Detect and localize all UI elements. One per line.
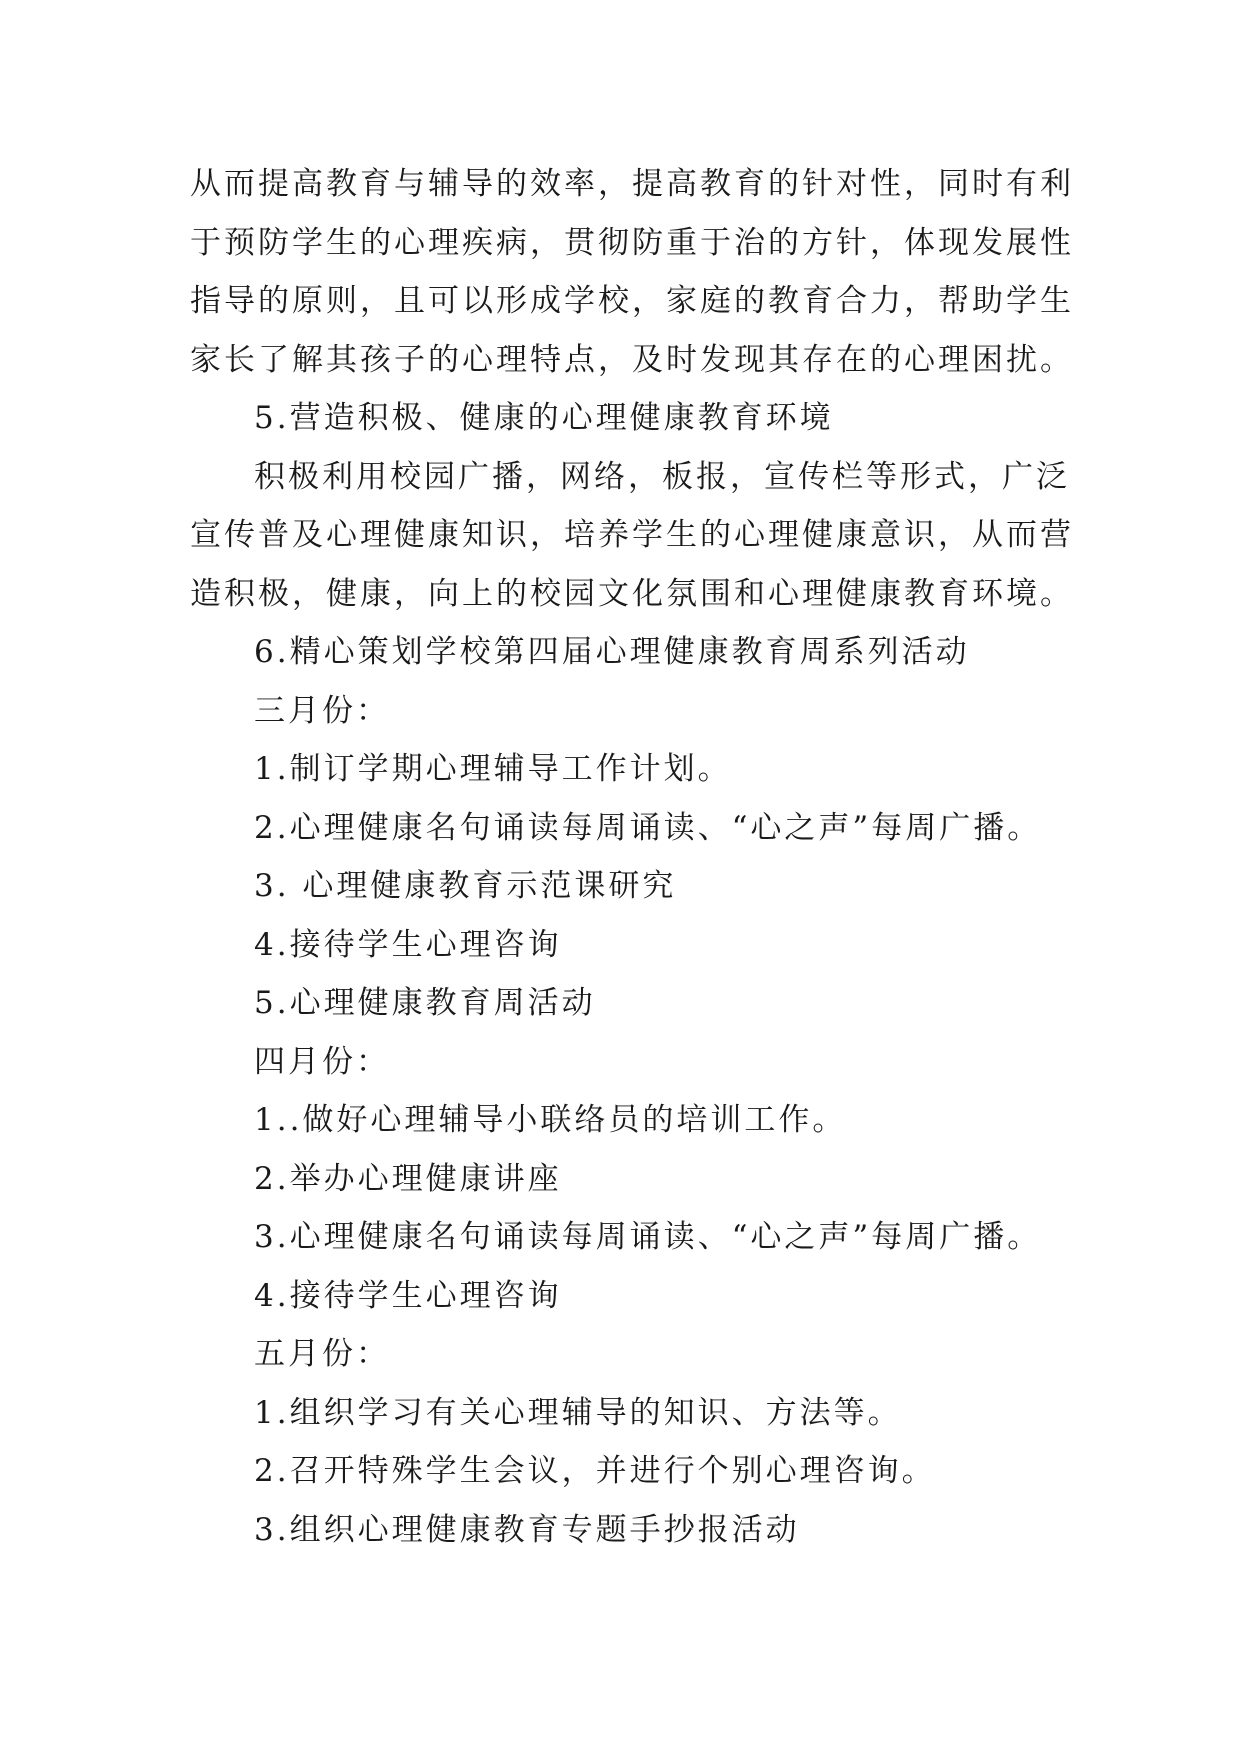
text-line: 于预防学生的心理疾病，贯彻防重于治的方针，体现发展性 [190,224,1074,261]
text-line: 从而提高教育与辅导的效率，提高教育的针对性，同时有利 [190,166,1074,202]
document-page [190,155,1074,1559]
text-line: 2.心理健康名句诵读每周诵读、“心之声”每周广播。 [254,809,1042,846]
text-line: 6.精心策划学校第四届心理健康教育周系列活动 [254,634,970,670]
text-line: 4.接待学生心理咨询 [254,926,562,963]
text-line: 造积极，健康，向上的校园文化氛围和心理健康教育环境。 [190,575,1074,612]
text-line: 家长了解其孩子的心理特点，及时发现其存在的心理困扰。 [190,341,1074,378]
text-line: 2.举办心理健康讲座 [254,1160,562,1197]
text-line: 1.组织学习有关心理辅导的知识、方法等。 [254,1394,902,1431]
text-line: 三月份： [254,692,390,729]
text-line: 1.制订学期心理辅导工作计划。 [254,751,732,787]
text-line: 3.组织心理健康教育专题手抄报活动 [254,1511,800,1548]
text-line: 五月份： [254,1336,390,1372]
text-line: 5.心理健康教育周活动 [254,985,596,1021]
text-line: 1..做好心理辅导小联络员的培训工作。 [254,1102,847,1138]
text-line: 4.接待学生心理咨询 [254,1277,562,1314]
text-line: 积极利用校园广播，网络，板报，宣传栏等形式，广泛 [254,458,1070,495]
text-line: 3. 心理健康教育示范课研究 [254,868,677,904]
text-line: 3.心理健康名句诵读每周诵读、“心之声”每周广播。 [254,1219,1042,1255]
text-line: 宣传普及心理健康知识，培养学生的心理健康意识，从而营 [190,517,1074,553]
text-line: 指导的原则，且可以形成学校，家庭的教育合力，帮助学生 [190,283,1074,319]
text-line: 2.召开特殊学生会议，并进行个别心理咨询。 [254,1453,936,1489]
text-line: 四月份： [254,1043,390,1080]
text-line: 5.营造积极、健康的心理健康教育环境 [254,400,834,436]
